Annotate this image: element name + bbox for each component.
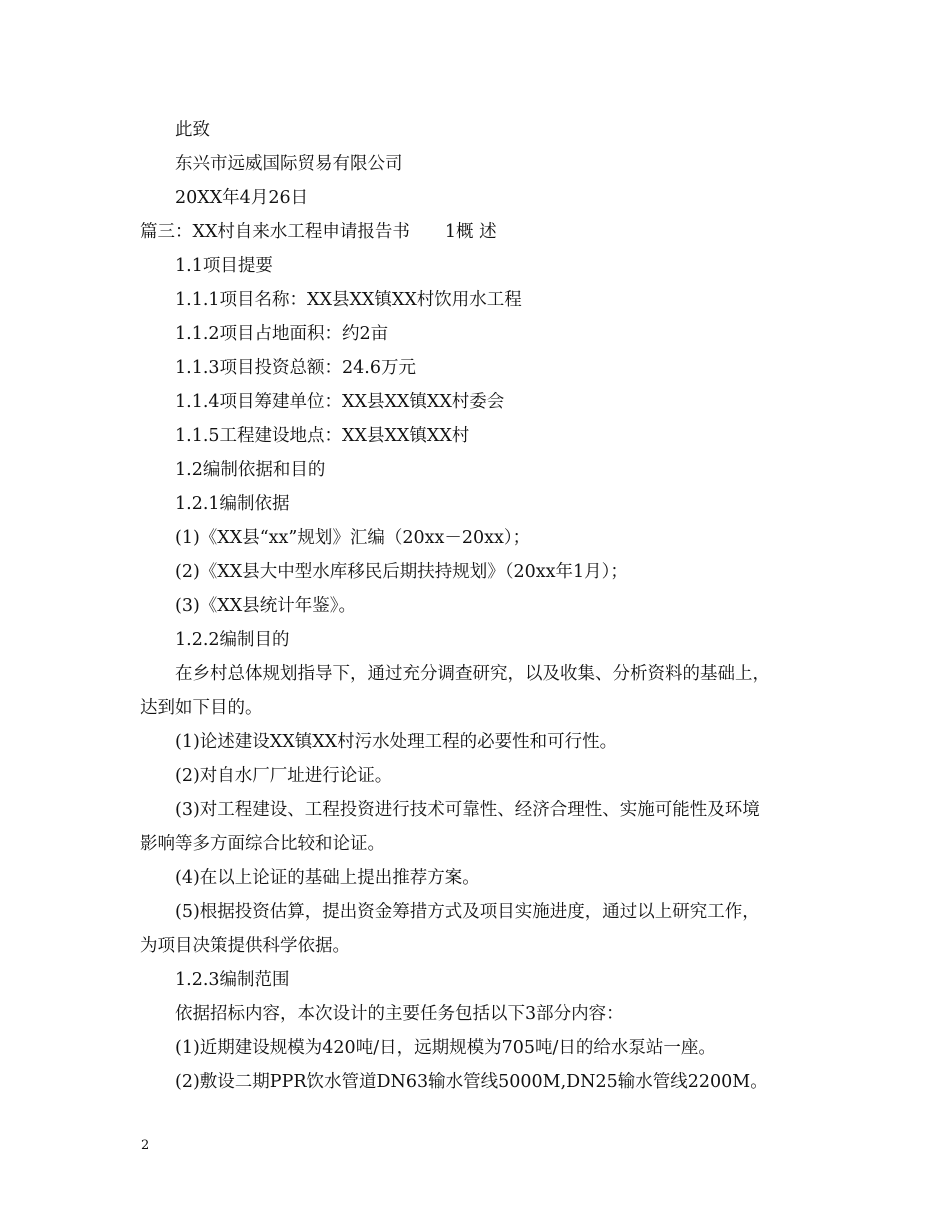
- list-item: (2)对自水厂厂址进行论证。: [175, 766, 393, 786]
- text-line: 1.1.1项目名称：XX县XX镇XX村饮用水工程: [175, 290, 522, 310]
- closing-salutation: 此致: [175, 120, 210, 140]
- section-title: 篇三：XX村自来水工程申请报告书 1概 述: [140, 222, 497, 242]
- page-number: 2: [141, 1138, 150, 1153]
- list-item: (3)对工程建设、工程投资进行技术可靠性、经济合理性、实施可能性及环境: [175, 800, 760, 820]
- paragraph-line: 影响等多方面综合比较和论证。: [140, 834, 385, 854]
- text-line: 1.1.4项目筹建单位：XX县XX镇XX村委会: [175, 392, 505, 412]
- paragraph-line: 为项目决策提供科学依据。: [140, 936, 350, 956]
- list-item: (5)根据投资估算，提出资金筹措方式及项目实施进度，通过以上研究工作，: [175, 902, 760, 922]
- heading-1-1: 1.1项目提要: [175, 256, 273, 276]
- text-line: 1.1.5工程建设地点：XX县XX镇XX村: [175, 426, 470, 446]
- list-item: (4)在以上论证的基础上提出推荐方案。: [175, 868, 480, 888]
- list-item: (1)论述建设XX镇XX村污水处理工程的必要性和可行性。: [175, 732, 618, 752]
- list-item: (3)《XX县统计年鉴》。: [175, 596, 356, 616]
- signature-date: 20XX年4月26日: [175, 188, 309, 208]
- signature-company: 东兴市远威国际贸易有限公司: [175, 154, 403, 174]
- text-line: 1.1.3项目投资总额：24.6万元: [175, 358, 416, 378]
- list-item: (1)近期建设规模为420吨/日，远期规模为705吨/日的给水泵站一座。: [175, 1038, 716, 1058]
- heading-1-2-2: 1.2.2编制目的: [175, 630, 290, 650]
- paragraph-line: 达到如下目的。: [140, 698, 263, 718]
- heading-1-2-1: 1.2.1编制依据: [175, 494, 290, 514]
- list-item: (1)《XX县“xx”规划》汇编（20xx－20xx）；: [175, 528, 531, 548]
- paragraph-line: 在乡村总体规划指导下，通过充分调查研究，以及收集、分析资料的基础上，: [175, 664, 770, 684]
- heading-1-2-3: 1.2.3编制范围: [175, 970, 290, 990]
- heading-1-2: 1.2编制依据和目的: [175, 460, 326, 480]
- text-line: 1.1.2项目占地面积：约2亩: [175, 324, 389, 344]
- paragraph-line: 依据招标内容，本次设计的主要任务包括以下3部分内容：: [175, 1004, 624, 1024]
- list-item: (2)《XX县大中型水库移民后期扶持规划》（20xx年1月）；: [175, 562, 628, 582]
- list-item: (2)敷设二期PPR饮水管道DN63输水管线5000M,DN25输水管线2200M。: [175, 1072, 768, 1092]
